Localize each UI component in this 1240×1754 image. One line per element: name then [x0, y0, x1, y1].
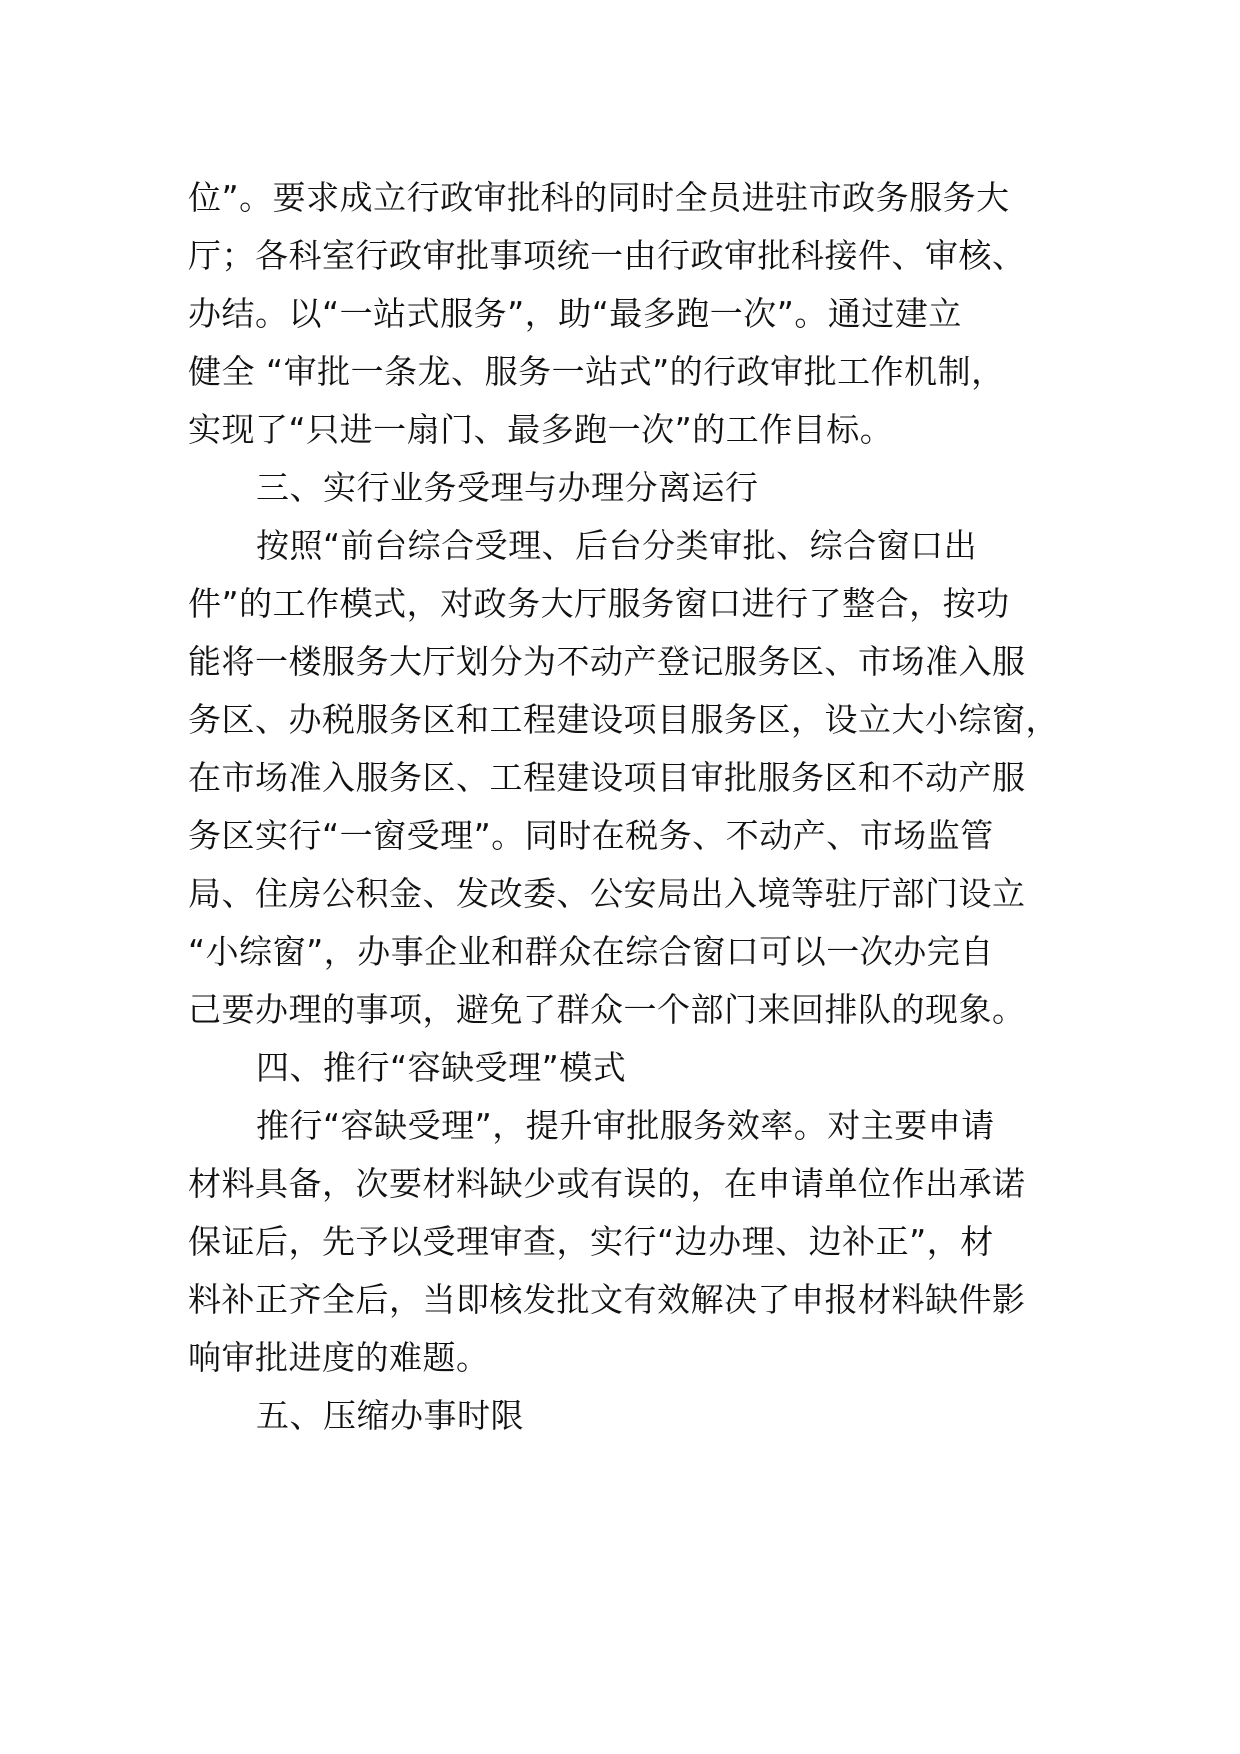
paragraph-line: 响审批进度的难题。: [188, 1338, 490, 1377]
paragraph-line: 厅；各科室行政审批事项统一由行政审批科接件、审核、: [188, 236, 1026, 275]
paragraph-line: 按照“前台综合受理、后台分类审批、综合窗口出: [256, 526, 978, 565]
section-heading: 四、推行“容缺受理”模式: [256, 1048, 627, 1087]
paragraph-line: 务区、办税服务区和工程建设项目服务区，设立大小综窗，: [188, 700, 1059, 739]
paragraph-line: 健全 “审批一条龙、服务一站式”的行政审批工作机制，: [188, 352, 1005, 391]
paragraph-line: 实现了“只进一扇门、最多跑一次”的工作目标。: [188, 410, 894, 449]
paragraph-line: 件”的工作模式，对政务大厅服务窗口进行了整合，按功: [188, 584, 1010, 623]
paragraph-line: 办结。以“一站式服务”，助“最多跑一次”。通过建立: [188, 294, 962, 333]
paragraph-line: 能将一楼服务大厅划分为不动产登记服务区、市场准入服: [188, 642, 1026, 681]
paragraph-line: 推行“容缺受理”，提升审批服务效率。对主要申请: [256, 1106, 995, 1145]
paragraph-line: 在市场准入服务区、工程建设项目审批服务区和不动产服: [188, 758, 1026, 797]
paragraph-line: 局、住房公积金、发改委、公安局出入境等驻厅部门设立: [188, 874, 1026, 913]
paragraph-line: 位”。要求成立行政审批科的同时全员进驻市政务服务大: [188, 178, 1010, 217]
section-heading: 五、压缩办事时限: [256, 1396, 524, 1435]
paragraph-line: 务区实行“一窗受理”。同时在税务、不动产、市场监管: [188, 816, 994, 855]
section-heading: 三、实行业务受理与办理分离运行: [256, 468, 759, 507]
paragraph-line: 己要办理的事项，避免了群众一个部门来回排队的现象。: [188, 990, 1026, 1029]
paragraph-line: 保证后，先予以受理审查，实行“边办理、边补正”，材: [188, 1222, 994, 1261]
paragraph-line: 料补正齐全后，当即核发批文有效解决了申报材料缺件影: [188, 1280, 1026, 1319]
paragraph-line: “小综窗”，办事企业和群众在综合窗口可以一次办完自: [188, 932, 994, 971]
paragraph-line: 材料具备，次要材料缺少或有误的，在申请单位作出承诺: [188, 1164, 1026, 1203]
